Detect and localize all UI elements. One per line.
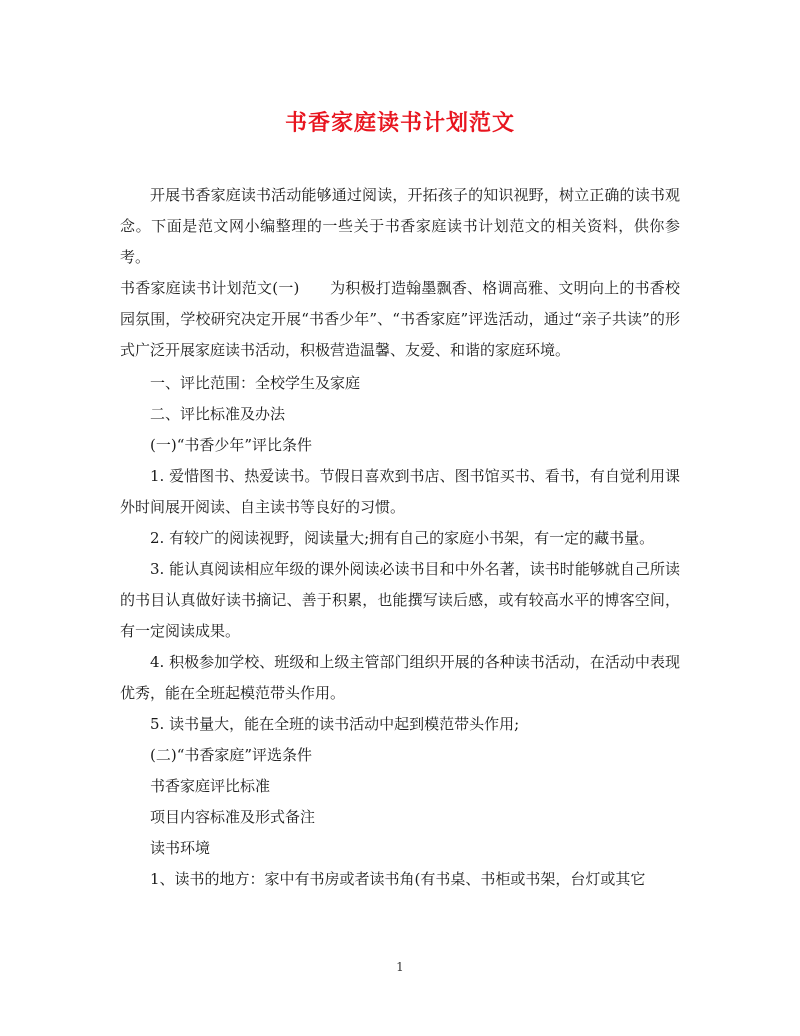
page-number: 1 <box>396 960 404 974</box>
criterion-5: 5. 读书量大，能在全班的读书活动中起到模范带头作用; <box>150 715 520 733</box>
document-title: 书香家庭读书计划范文 <box>284 110 515 136</box>
criterion-4: 4. 积极参加学校、班级和上级主管部门组织开展的各种读书活动，在活动中表现优秀，能在全班起模范带头作用。 <box>120 653 680 702</box>
subheading-reader: (一)“书香少年”评比条件 <box>150 436 313 454</box>
criterion-2: 2. 有较广的阅读视野，阅读量大;拥有自己的家庭小书架，有一定的藏书量。 <box>150 529 655 547</box>
family-standard-heading: 书香家庭评比标准 <box>150 777 271 795</box>
section-paragraph-1: 书香家庭读书计划范文(一) 为积极打造翰墨飘香、格调高雅、文明向上的书香校园氛围，学校研究决定开展“书香少年”、“书香家庭”评选活动，通过“亲子共读”的形式广泛开展家庭读书活动，积极营造温馨、友爱、和谐的家庭环境。 <box>120 279 680 359</box>
criterion-1: 1. 爱惜图书、热爱读书。节假日喜欢到书店、图书馆买书、看书，有自觉利用课外时间展开阅读、自主读书等良好的习惯。 <box>120 467 680 516</box>
subheading-family: (二)“书香家庭”评选条件 <box>150 746 313 764</box>
intro-paragraph: 开展书香家庭读书活动能够通过阅读，开拓孩子的知识视野，树立正确的读书观念。下面是范文网小编整理的一些关于书香家庭读书计划范文的相关资料，供你参考。 <box>120 186 680 266</box>
reading-place-item: 1、读书的地方：家中有书房或者读书角(有书桌、书柜或书架，台灯或其它 <box>150 870 646 888</box>
document-body <box>120 180 680 895</box>
scope-heading: 一、评比范围：全校学生及家庭 <box>150 374 361 392</box>
table-header-line: 项目内容标准及形式备注 <box>150 808 316 826</box>
criterion-3: 3. 能认真阅读相应年级的课外阅读必读书目和中外名著，读书时能够就自己所读的书目认真做好读书摘记、善于积累，也能撰写读后感，或有较高水平的博客空间，有一定阅读成果。 <box>120 560 680 640</box>
reading-environment-heading: 读书环境 <box>150 839 211 857</box>
criteria-heading: 二、评比标准及办法 <box>150 405 286 423</box>
